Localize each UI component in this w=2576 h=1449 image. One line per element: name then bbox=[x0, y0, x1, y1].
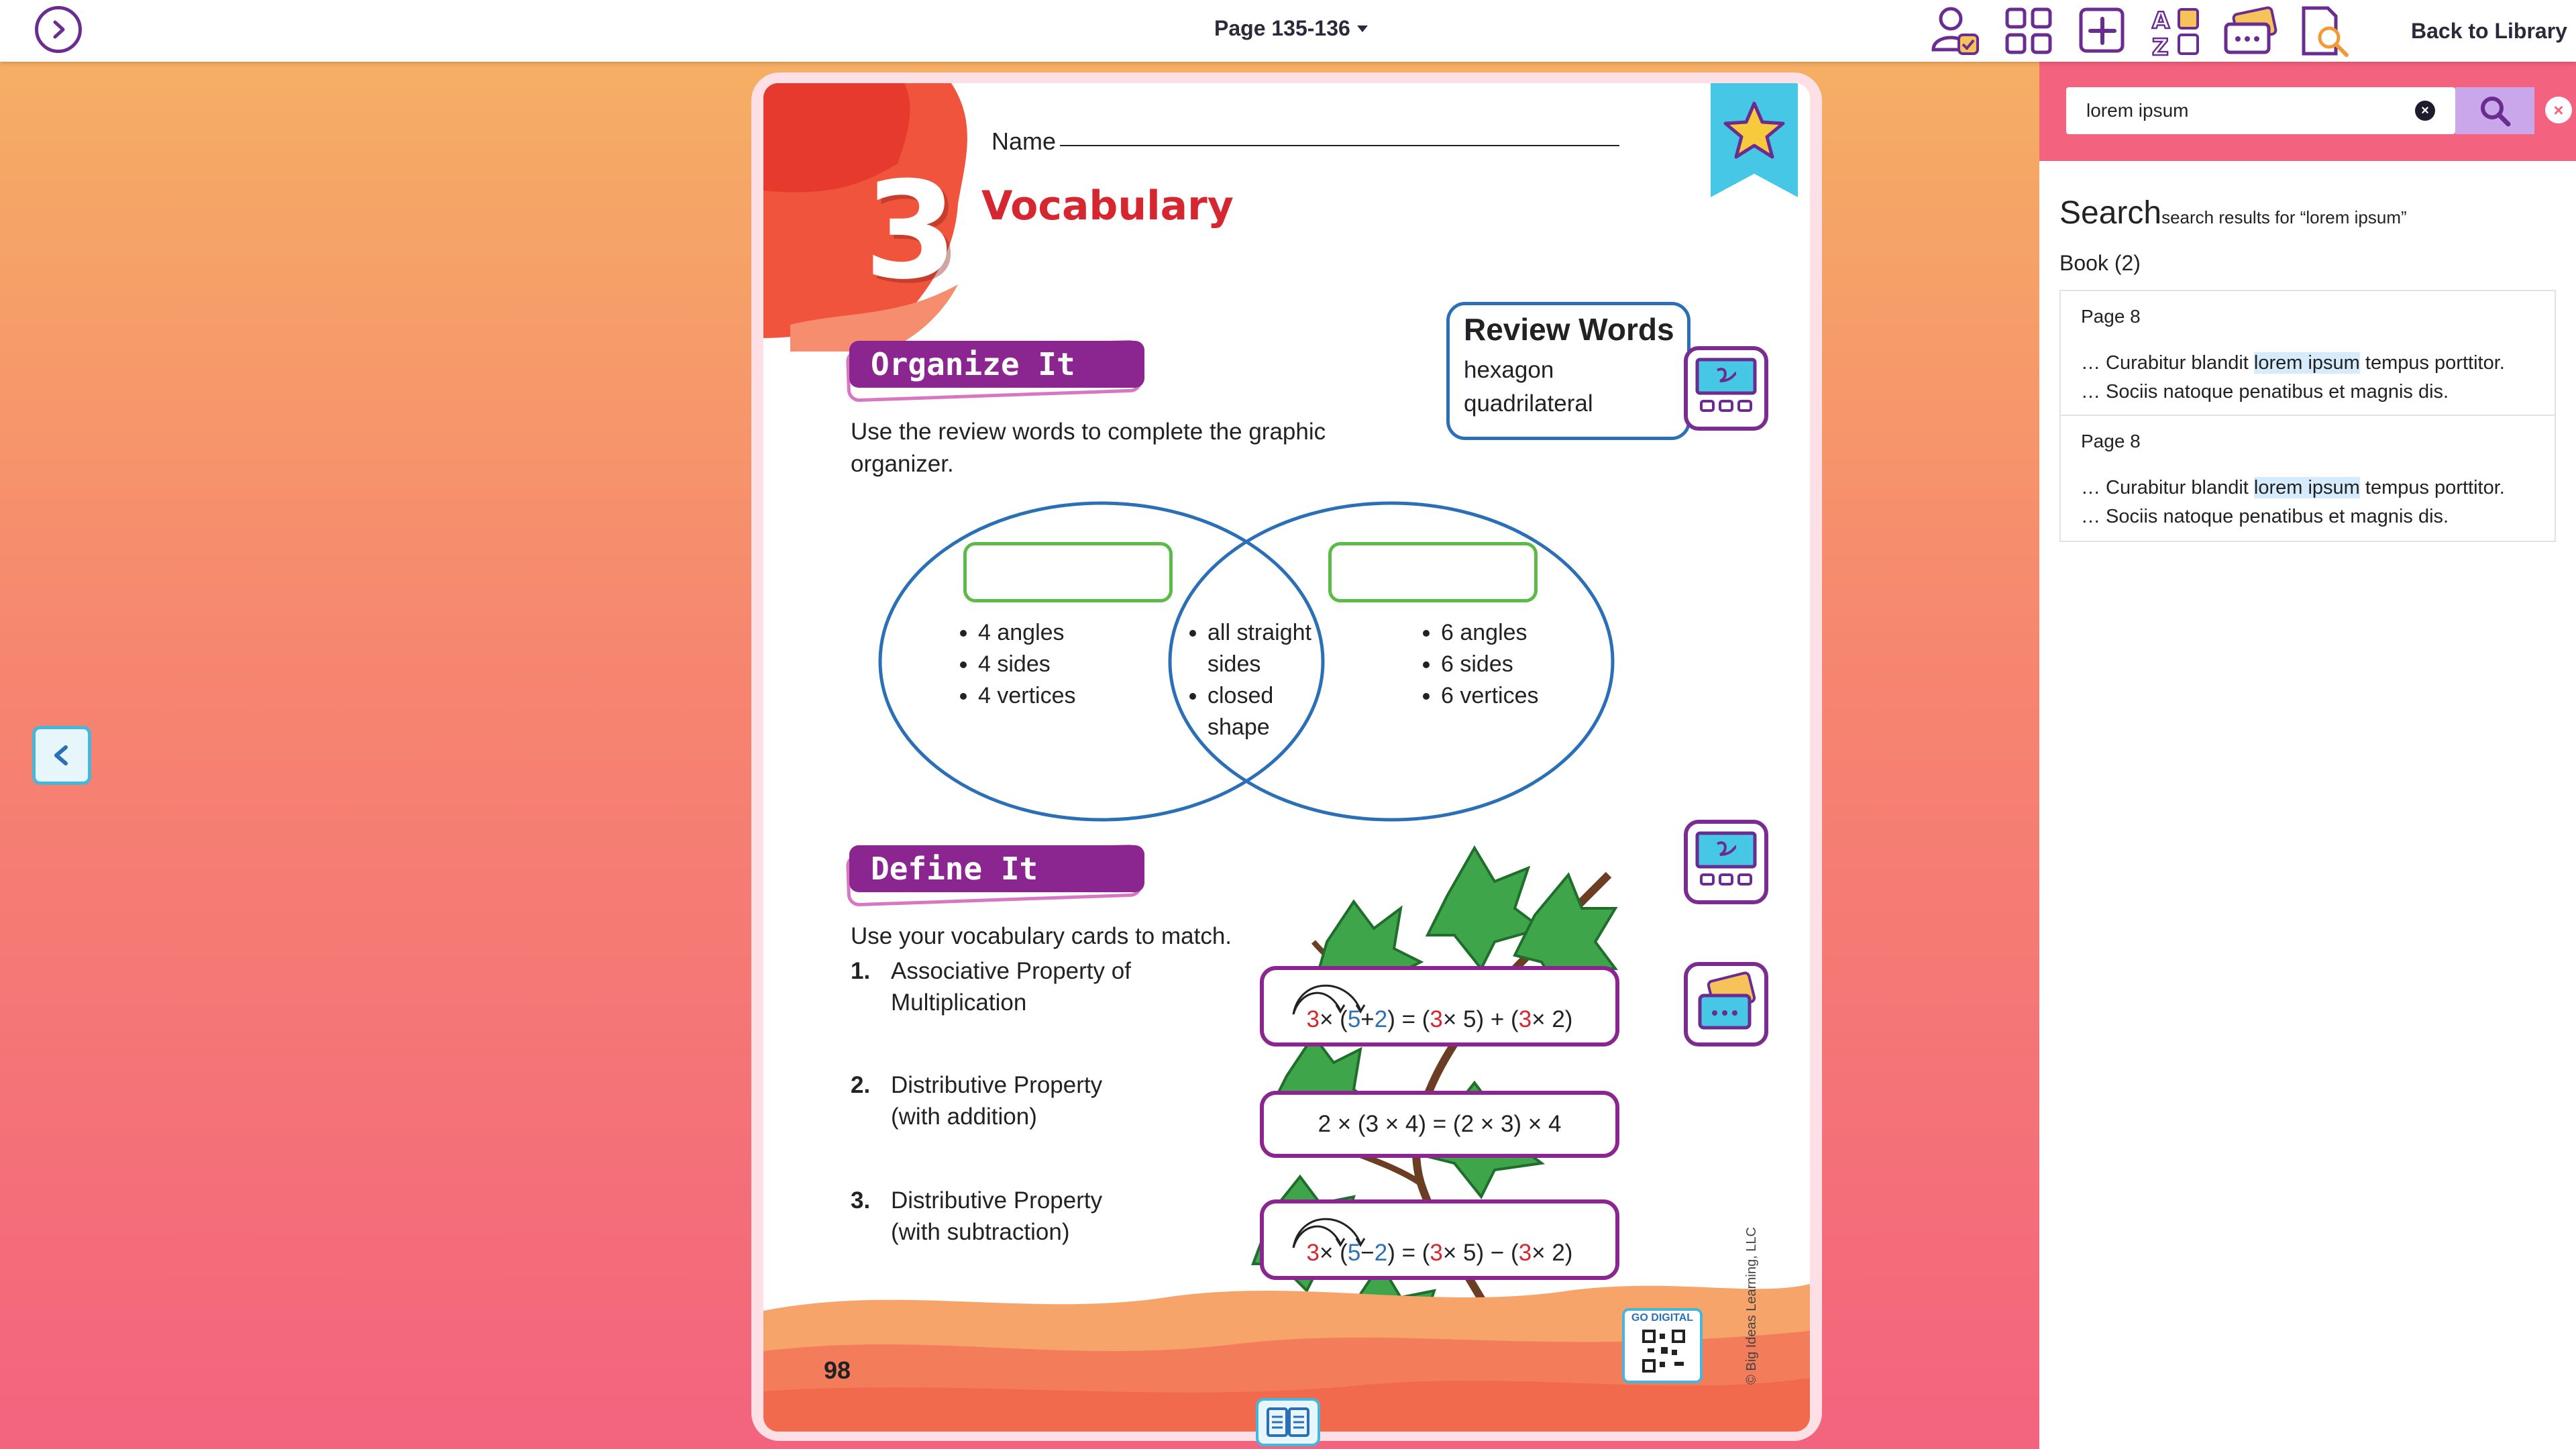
next-arrow-button[interactable] bbox=[35, 6, 82, 53]
define-it-banner bbox=[847, 845, 1147, 902]
organize-it-heading: Organize It bbox=[849, 341, 1144, 388]
eq-part: ) = ( bbox=[1387, 1240, 1430, 1266]
define-instruction: Use your vocabulary cards to match. bbox=[851, 923, 1232, 949]
venn-left-answer-box[interactable] bbox=[963, 542, 1173, 602]
term-line: Multiplication bbox=[891, 989, 1027, 1016]
eq-part: × 2) bbox=[1532, 1240, 1573, 1266]
chevron-right-icon bbox=[47, 18, 70, 41]
vocab-cards-icon[interactable] bbox=[2222, 3, 2278, 59]
page-title: Vocabulary bbox=[981, 182, 1234, 229]
search-title-text: Search bbox=[2059, 195, 2162, 231]
eq-part: × 2) bbox=[1532, 1006, 1573, 1032]
venn-middle-item: • all straight sides bbox=[1208, 617, 1322, 680]
venn-middle-list bbox=[1187, 617, 1322, 743]
eq-text: 2 × (3 × 4) = (2 × 3) × 4 bbox=[1318, 1111, 1562, 1137]
audio-tool-button[interactable] bbox=[1684, 820, 1768, 904]
go-digital-qr-button[interactable] bbox=[1622, 1308, 1703, 1383]
venn-middle-item: • closed shape bbox=[1208, 680, 1322, 743]
search-header bbox=[2039, 62, 2576, 161]
caret-down-icon bbox=[1356, 24, 1369, 34]
term-number: 3. bbox=[851, 1187, 871, 1214]
clear-search-icon[interactable]: × bbox=[2415, 101, 2435, 121]
eq-part: 3 bbox=[1430, 1006, 1443, 1032]
result-snippet bbox=[2081, 474, 2551, 531]
search-panel bbox=[2039, 62, 2576, 1449]
term-line: (with subtraction) bbox=[891, 1219, 1070, 1245]
close-search-panel-icon[interactable]: × bbox=[2545, 97, 2572, 123]
snippet-text: … Sociis natoque penatibus et magnis dis. bbox=[2081, 506, 2449, 527]
page-view-toggle-button[interactable] bbox=[1256, 1398, 1320, 1446]
eq-part: 3 bbox=[1518, 1240, 1532, 1266]
search-button[interactable] bbox=[2455, 87, 2534, 134]
snippet-text: tempus porttitor. bbox=[2359, 352, 2505, 374]
open-book-icon bbox=[1267, 1407, 1309, 1437]
term-line: Associative Property of bbox=[891, 958, 1131, 984]
review-word: quadrilateral bbox=[1464, 390, 1593, 417]
page-selector[interactable] bbox=[1214, 16, 1369, 41]
term-line: (with addition) bbox=[891, 1104, 1037, 1130]
book-results-count: Book (2) bbox=[2059, 251, 2141, 275]
audio-tool-button[interactable] bbox=[1684, 346, 1768, 431]
search-input[interactable]: lorem ipsum bbox=[2066, 87, 2455, 134]
eq-part: 5 bbox=[1347, 1006, 1361, 1032]
svg-text:A: A bbox=[2152, 7, 2170, 34]
eq-part: × ( bbox=[1319, 1240, 1348, 1266]
go-digital-label: GO DIGITAL bbox=[1631, 1312, 1694, 1324]
eq-part: − bbox=[1360, 1240, 1375, 1266]
page-number: 98 bbox=[824, 1356, 851, 1384]
name-label: Name bbox=[991, 127, 1057, 155]
search-result[interactable] bbox=[2059, 290, 2556, 416]
review-word: hexagon bbox=[1464, 357, 1554, 383]
eq-part: 5 bbox=[1347, 1240, 1361, 1266]
eq-part: ) = ( bbox=[1387, 1006, 1430, 1032]
term-number: 2. bbox=[851, 1072, 871, 1098]
user-assignment-icon[interactable] bbox=[1927, 3, 1983, 59]
arc-arrows-icon bbox=[1280, 977, 1381, 1017]
eq-part: 3 bbox=[1306, 1006, 1320, 1032]
eq-part: 3 bbox=[1430, 1240, 1443, 1266]
search-icon bbox=[2477, 93, 2512, 128]
venn-left-item: • 4 vertices bbox=[978, 680, 1076, 712]
snippet-highlight: lorem ipsum bbox=[2253, 477, 2360, 498]
eq-part: × 5) − ( bbox=[1442, 1240, 1519, 1266]
term-number: 1. bbox=[851, 958, 871, 984]
tablet-icon bbox=[1688, 824, 1764, 900]
review-words-title: Review Words bbox=[1464, 312, 1674, 347]
result-page: Page 8 bbox=[2081, 306, 2141, 327]
chevron-left-icon bbox=[48, 742, 75, 769]
eq-part: 2 bbox=[1374, 1006, 1388, 1032]
eq-part: + bbox=[1360, 1006, 1375, 1032]
define-it-heading: Define It bbox=[849, 845, 1144, 892]
venn-right-answer-box[interactable] bbox=[1328, 542, 1538, 602]
snippet-text: tempus porttitor. bbox=[2359, 477, 2505, 498]
search-title bbox=[2059, 195, 2407, 231]
snippet-text: … Sociis natoque penatibus et magnis dis. bbox=[2081, 381, 2449, 402]
back-to-library-link[interactable]: Back to Library bbox=[2411, 19, 2567, 43]
snippet-text: … Curabitur blandit bbox=[2081, 352, 2254, 374]
venn-right-item: • 6 vertices bbox=[1441, 680, 1539, 712]
name-line bbox=[1060, 145, 1619, 146]
tablet-icon bbox=[1688, 350, 1764, 427]
venn-right-list bbox=[1421, 617, 1539, 712]
top-bar bbox=[0, 0, 2576, 62]
result-page: Page 8 bbox=[2081, 431, 2141, 451]
vocab-cards-icon bbox=[1688, 966, 1764, 1042]
term-1 bbox=[851, 955, 1131, 1018]
equation-card-3[interactable] bbox=[1260, 1199, 1619, 1280]
organize-it-banner bbox=[847, 341, 1147, 397]
term-line: Distributive Property bbox=[891, 1187, 1103, 1214]
copyright-notice: © Big Ideas Learning, LLC bbox=[1744, 1227, 1759, 1385]
book-page bbox=[763, 83, 1810, 1432]
previous-page-button[interactable] bbox=[32, 726, 91, 785]
chapter-number: 3 bbox=[864, 153, 958, 309]
equation-card-1[interactable] bbox=[1260, 966, 1619, 1046]
venn-left-item: • 4 angles bbox=[978, 617, 1076, 649]
add-note-icon[interactable] bbox=[2074, 3, 2131, 59]
glossary-az-icon[interactable] bbox=[2148, 3, 2204, 59]
organize-instruction: Use the review words to complete the graphic organizer. bbox=[851, 419, 1326, 477]
grid-icon[interactable] bbox=[2000, 3, 2057, 59]
search-result[interactable] bbox=[2059, 415, 2556, 542]
qr-code-icon bbox=[1642, 1330, 1685, 1373]
svg-text:Z: Z bbox=[2152, 34, 2169, 58]
snippet-highlight: lorem ipsum bbox=[2253, 352, 2360, 374]
search-subtitle: search results for “lorem ipsum” bbox=[2161, 207, 2407, 227]
term-line: Distributive Property bbox=[891, 1072, 1103, 1098]
arc-arrows-icon bbox=[1280, 1210, 1381, 1250]
search-document-icon[interactable] bbox=[2296, 3, 2352, 59]
bookmark-star-icon[interactable] bbox=[1711, 83, 1798, 197]
eq-part: × ( bbox=[1319, 1006, 1348, 1032]
page-indicator-label: Page 135-136 bbox=[1214, 16, 1350, 40]
eq-part: 3 bbox=[1306, 1240, 1320, 1266]
venn-left-list bbox=[958, 617, 1076, 712]
eq-part: 3 bbox=[1518, 1006, 1532, 1032]
term-2 bbox=[851, 1069, 1102, 1132]
equation-card-2[interactable] bbox=[1260, 1091, 1619, 1158]
term-3 bbox=[851, 1185, 1102, 1248]
snippet-text: … Curabitur blandit bbox=[2081, 477, 2254, 498]
venn-left-item: • 4 sides bbox=[978, 649, 1076, 680]
eq-part: 2 bbox=[1374, 1240, 1388, 1266]
venn-right-item: • 6 sides bbox=[1441, 649, 1539, 680]
vocab-cards-button[interactable] bbox=[1684, 962, 1768, 1046]
eq-part: × 5) + ( bbox=[1442, 1006, 1519, 1032]
result-snippet bbox=[2081, 349, 2551, 407]
venn-right-item: • 6 angles bbox=[1441, 617, 1539, 649]
